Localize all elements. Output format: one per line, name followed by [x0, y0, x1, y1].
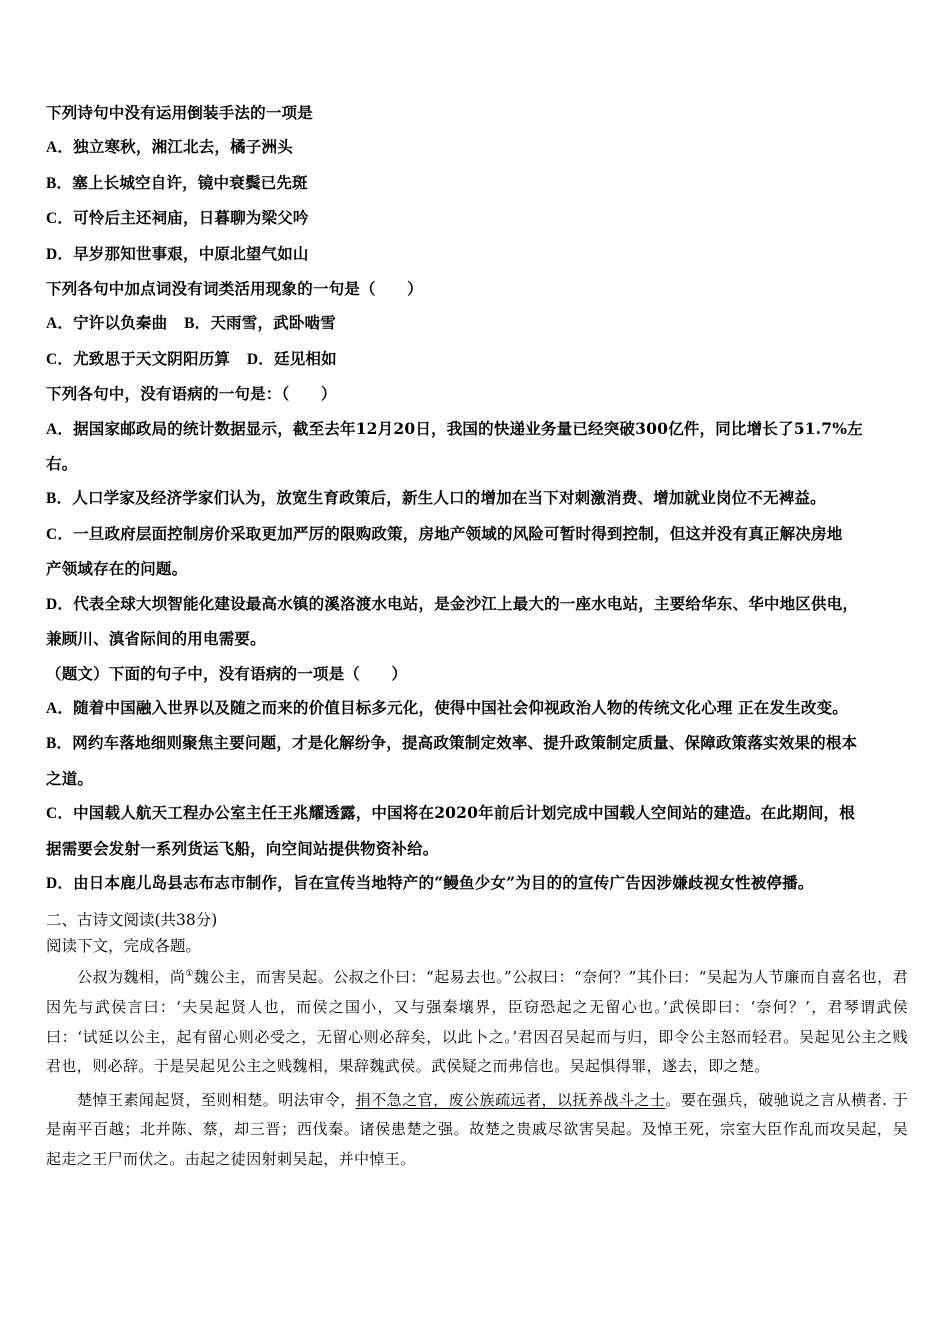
option-text: 网约车落地细则聚焦主要问题，才是化解纷争，提高政策制定效率、提升政策制定质量、保障政策落实效果的根本: [72, 733, 858, 753]
option-letter: C．: [46, 350, 74, 368]
question-4-option-b-cont: 之道。: [46, 768, 94, 788]
option-text: 早岁那知世事艰，中原北望气如山: [73, 243, 309, 263]
option-letter: D．: [46, 245, 74, 263]
question-3-option-b: [46, 481, 908, 516]
option-text: 中国载人航天工程办公室主任王兆耀透露，中国将在2020年前后计划完成中国载人空间站的建造。在此期间，根: [73, 803, 855, 823]
question-3-option-a-cont: 右。: [46, 454, 78, 474]
passage-paragraph-1: [46, 963, 908, 1081]
option-text: 廷见相如: [274, 348, 337, 368]
option-letter: B．: [184, 315, 211, 333]
footnote-marker: ①: [185, 969, 194, 980]
option-text: 天雨雪，武卧啮雪: [210, 313, 336, 333]
passage-text: 公叔为魏相，尚: [77, 968, 186, 987]
question-3-option-c: [46, 517, 908, 552]
document-page: [46, 96, 908, 1175]
passage-text: 。要在强兵，破驰说之言从横者. 于是南平百越；北并陈、蔡，却三晋；西伐秦。诸侯患楚之强。故楚之贵戚尽欲害吴起。及悼王死，宗室大臣作乱而攻吴起，吴起走之王尸而伏之。击起之徒因射刺吴起，并中悼王。: [46, 1090, 908, 1168]
question-3-option-c-cont: 产领域存在的问题。: [46, 559, 188, 579]
question-3-stem: 下列各句中，没有语病的一句是：（ ）: [46, 384, 337, 404]
question-3-option-d: [46, 587, 908, 622]
option-letter: D．: [246, 350, 274, 368]
option-text: 据国家邮政局的统计数据显示，截至去年12月20日，我国的快递业务量已经突破300亿件，同比增长了51.7%左: [73, 418, 863, 438]
question-4-stem: （题文）下面的句子中，没有语病的一项是（ ）: [46, 663, 408, 683]
underlined-sentence: 捐不急之官，废公族疏远者，以抚养战斗之士: [355, 1090, 666, 1109]
option-text: 人口学家及经济学家们认为，放宽生育政策后，新生人口的增加在当下对刺激消费、增加就业岗位不无裨益。: [72, 488, 826, 508]
option-letter: D．: [46, 595, 74, 613]
question-1-option-b: [46, 166, 908, 201]
question-3-option-a: [46, 412, 908, 447]
question-2-options-row-2: [46, 342, 908, 377]
option-text: 独立寒秋，湘江北去，橘子洲头: [73, 137, 293, 157]
option-text: 宁许以负秦曲: [73, 313, 168, 333]
option-letter: B．: [46, 490, 73, 508]
question-1-option-c: [46, 201, 908, 236]
passage-paragraph-2: [46, 1086, 908, 1175]
reading-instruction: 阅读下文，完成各题。: [46, 937, 202, 956]
passage-text: 楚悼王素闻起贤，至则相楚。明法审令，: [77, 1090, 356, 1109]
option-letter: C．: [46, 525, 74, 543]
question-1-option-d: [46, 237, 908, 272]
question-4-option-b: [46, 726, 908, 761]
option-letter: A．: [46, 315, 74, 333]
question-2-options-row-1: [46, 306, 908, 341]
option-text: 尤致思于天文阴阳历算: [73, 348, 231, 368]
question-1-option-a: [46, 130, 908, 165]
option-letter: B．: [46, 174, 73, 192]
option-letter: A．: [46, 139, 74, 157]
question-4-option-c-cont: 据需要会发射一系列货运飞船，向空间站提供物资补给。: [46, 838, 439, 858]
question-3-option-d-cont: 兼顾川、滇省际间的用电需要。: [46, 629, 266, 649]
question-1-stem: 下列诗句中没有运用倒装手法的一项是: [46, 103, 313, 122]
option-letter: A．: [46, 420, 74, 438]
option-text: 可怜后主还祠庙，日暮聊为梁父吟: [73, 208, 309, 228]
question-4-option-c: [46, 796, 908, 831]
question-4-option-d: [46, 866, 908, 901]
option-text: 代表全球大坝智能化建设最高水镇的溪洛渡水电站，是金沙江上最大的一座水电站，主要给华东、华中地区供电，: [73, 593, 859, 613]
option-text: 塞上长城空自许，镜中衰鬓已先斑: [72, 172, 308, 192]
option-text: 由日本鹿儿岛县志布志市制作，旨在宣传当地特产的“鳗鱼少女”为目的的宣传广告因涉嫌歧视女性被停播。: [73, 872, 814, 892]
section-title: 二、古诗文阅读(共38分): [46, 911, 218, 930]
option-letter: B．: [46, 735, 73, 753]
option-text: 一旦政府层面控制房价采取更加严厉的限购政策，房地产领域的风险可暂时得到控制，但这并没有真正解决房地: [73, 523, 843, 543]
option-letter: C．: [46, 210, 74, 228]
question-4-option-a: [46, 691, 908, 726]
option-text: 随着中国融入世界以及随之而来的价值目标多元化，使得中国社会仰视政治人物的传统文化心理 正在发生改变。: [73, 697, 848, 717]
passage-text: 魏公主，而害吴起。公叔之仆曰：“起易去也。”公叔曰：“奈何？”其仆曰：“吴起为人节廉而自喜名也，君因先与武侯言曰：‘夫吴起贤人也，而侯之国小，又与强秦壤界，臣窃恐起之无留心也。’武侯即曰：‘奈何？’，君琴谓武侯曰：‘试延以公主，起有留心则必受之，无留心则必辞矣，以此卜之。’君因召吴起而与归，即令公主怒而轻君。吴起见公主之贱君也，则必辞。于是吴起见公主之贱魏相，果辞魏武侯。武侯疑之而弗信也。吴起惧得罪，遂去，即之楚。: [46, 968, 908, 1076]
option-letter: C．: [46, 805, 74, 823]
question-2-stem: 下列各句中加点词没有词类活用现象的一句是（ ）: [46, 279, 423, 299]
option-letter: A．: [46, 699, 74, 717]
option-letter: D．: [46, 874, 74, 892]
